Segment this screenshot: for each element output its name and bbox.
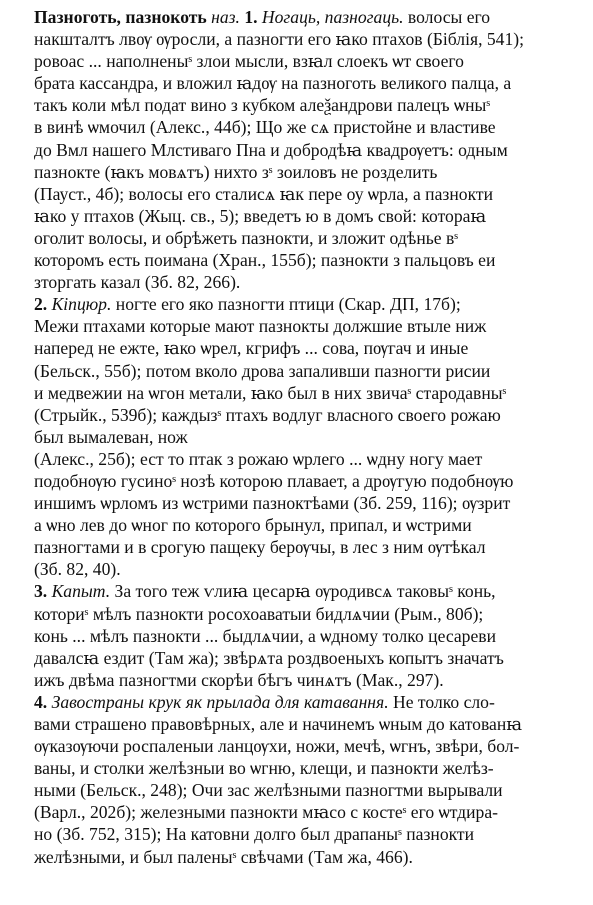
text-line: (Бельск., 55б); потом вколо дрова запаливши пазногти рисии bbox=[34, 360, 491, 381]
text-line: коториˢ мѣлъ пазнокти росохоаватыи бидлѧчии (Рым., 80б); bbox=[34, 603, 484, 624]
sense-4 bbox=[10, 691, 583, 868]
text-line: Межи птахами которые мают пазнокты должшие втыле ниж bbox=[34, 316, 487, 337]
part-of-speech: наз. bbox=[211, 7, 240, 27]
text-line: вами страшено правовѣрных, але и начинемъ ѡным до катованꙗ bbox=[34, 714, 523, 734]
text-line: а ѡно лев до ѡног по которого брынул, припал, и ѡстрими bbox=[34, 515, 472, 536]
text-line: ѹказѹючи роспаленыи ланцѹхи, ножи, мечѣ, ѡгнъ, звѣри, бол- bbox=[34, 736, 520, 757]
sense-3-line-1 bbox=[10, 580, 583, 602]
text-line: пазногтами и в срогую пащеку берѹчы, в лес з ним ѹтѣкал bbox=[34, 537, 486, 558]
sense-2-line-1 bbox=[10, 293, 583, 315]
text-line: был вымалеван, нож bbox=[34, 426, 188, 447]
text-line: такъ коли мѣл подат вино з кубком алеѯандрови палецъ ѡныˢ bbox=[34, 95, 491, 116]
sense-definition: Капыт. bbox=[51, 581, 111, 602]
sense-1-line-1 bbox=[10, 6, 583, 28]
sense-number: 3. bbox=[34, 581, 48, 602]
sense-number: 1. bbox=[244, 7, 258, 27]
sense-1 bbox=[10, 6, 583, 293]
sense-text: волосы его bbox=[403, 7, 491, 27]
text-line: пазнокте (ꙗкъ мовѧтъ) нихто зˢ зоиловъ не розделить bbox=[34, 161, 438, 182]
text-line: но (Зб. 752, 315); На катовни долго был драпаныˢ пазнокти bbox=[34, 824, 475, 845]
text-line: и медвежии на ѡгон метали, ꙗко был в них звичаˢ стародавныˢ bbox=[34, 382, 507, 403]
text-line: подобнѹю гусиноˢ нозѣ которою плавает, а дрѹгую подобнѹю bbox=[34, 470, 514, 491]
text-line: иншимъ ѡрломъ из ѡстрими пазноктѣами (Зб. 259, 116); ѹзрит bbox=[34, 493, 511, 514]
sense-4-line-1 bbox=[10, 691, 583, 713]
text-line: конь ... мѣлъ пазнокти ... быдлѧчии, а ѡдному толко цесареви bbox=[34, 625, 496, 646]
text-line: брата кассандра, и вложил ꙗдѹ на пазноготь великого палца, а bbox=[34, 73, 512, 94]
text-line: (Алекс., 25б); ест то птак з рожаю ѡрлего ... ѡдну ногу мает bbox=[34, 448, 483, 469]
text-line: ꙗко у птахов (Жыц. св., 5); введетъ ю в домъ свой: котораꙗ bbox=[34, 205, 487, 226]
text-line: ровоас ... наполненыˢ злои мысли, взꙗл слоекъ ѡт своего bbox=[34, 51, 464, 72]
text-line: (Зб. 82, 40). bbox=[34, 559, 121, 580]
text-line: до Вмл нашего Млстиваго Пна и добродѣꙗ квадрѹетъ: одным bbox=[34, 139, 508, 160]
text-line: (Варл., 202б); железными пазнокти мꙗсо с костеˢ его ѡтдира- bbox=[34, 802, 499, 823]
sense-3 bbox=[10, 580, 583, 690]
text-line: которомъ есть поимана (Хран., 155б); пазнокти з пальцовъ еи bbox=[34, 250, 496, 271]
text-line: накшталтъ лвѹ ѹросли, а пазногти его ꙗко птахов (Біблія, 541); bbox=[34, 29, 525, 50]
text-line: давалсꙗ ездит (Там жа); звѣрѧта роздвоеныхъ копытъ значатъ bbox=[34, 647, 504, 668]
text-line: в винѣ ѡмочил (Алекс., 44б); Що же сѧ пристойне и властиве bbox=[34, 117, 496, 138]
sense-number: 4. bbox=[34, 691, 48, 712]
sense-definition: Завостраны крук як прылада для катавання. bbox=[51, 691, 389, 712]
sense-definition: Кіпцюр. bbox=[51, 294, 112, 315]
text-line: оголит волосы, и обрѣжеть пазнокти, и зложит одѣнье вˢ bbox=[34, 227, 459, 248]
text-line: ными (Бельск., 248); Очи зас желѣзными пазногтми вырывали bbox=[34, 780, 503, 801]
sense-2 bbox=[10, 293, 583, 580]
sense-text: Не толко сло- bbox=[388, 691, 495, 712]
sense-definition: Ногаць, пазногаць. bbox=[261, 7, 404, 27]
sense-number: 2. bbox=[34, 294, 48, 315]
sense-text: ногте его яко пазногти птици (Скар. ДП, 17б); bbox=[111, 294, 461, 315]
text-line: наперед не ежте, ꙗко ѡрел, кгрифъ ... сова, пѹгач и иные bbox=[34, 338, 469, 359]
text-line: зторгать казал (Зб. 82, 266). bbox=[34, 272, 241, 293]
text-line: ваны, и столки желѣзныи во ѡгню, клещи, и пазнокти желѣз- bbox=[34, 758, 494, 779]
text-line: желѣзными, и был паленыˢ свѣчами (Там жа, 466). bbox=[34, 846, 413, 867]
headword: Пазноготь, пазнокоть bbox=[34, 7, 207, 27]
text-line: (Стрыйк., 539б); каждызˢ птахъ водлуг власного своего рожаю bbox=[34, 404, 501, 425]
text-line: ижъ двѣма пазногтми скорѣи бѣгъ чинѧтъ (Мак., 297). bbox=[34, 669, 444, 690]
sense-text: За того теж ѵлиꙗ цесарꙗ ѹродивсѧ таковыˢ конь, bbox=[110, 581, 496, 602]
text-line: (Пауст., 4б); волосы его сталисѧ ꙗк пере оу ѡрла, а пазнокти bbox=[34, 183, 493, 204]
